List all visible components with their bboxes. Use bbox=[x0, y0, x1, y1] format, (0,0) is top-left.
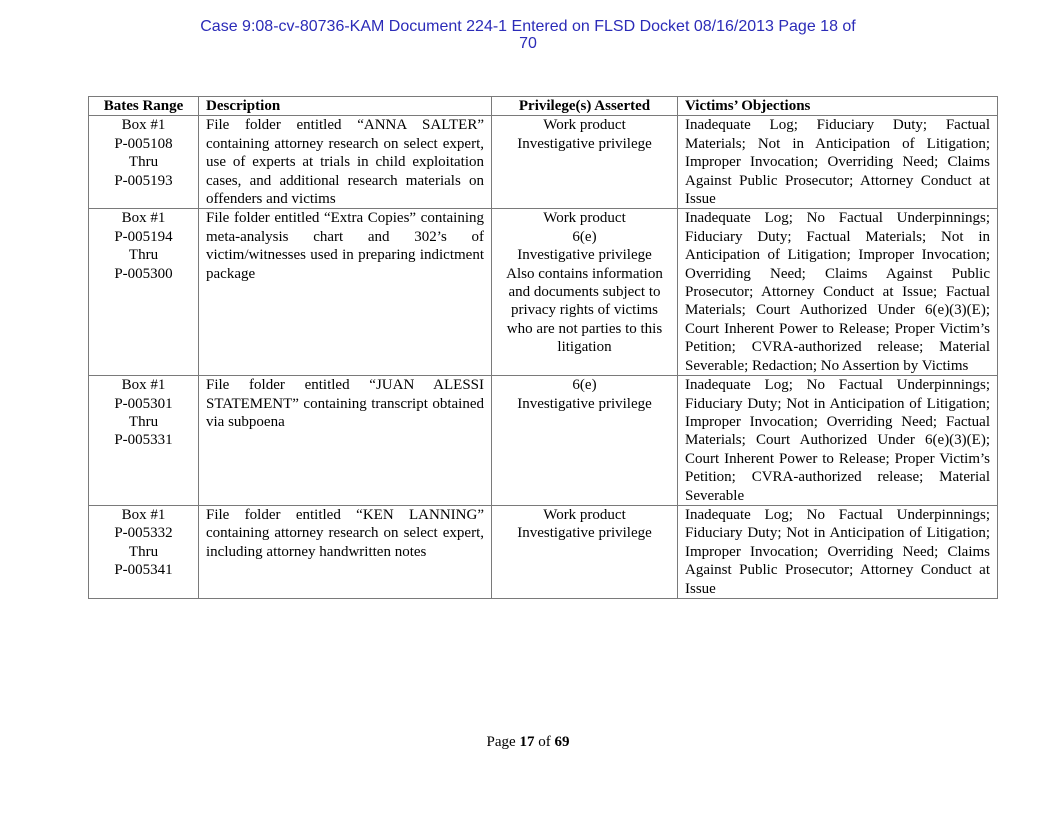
objections-cell: Inadequate Log; No Factual Underpinnings; Fiduciary Duty; Not in Anticipation of Litigation; Improper Invocation; Overriding Need; Claims Against Public Prosecutor; Attorney Conduct at Issue bbox=[678, 505, 998, 598]
column-header-victims-objections: Victims’ Objections bbox=[678, 97, 998, 116]
privilege-item: Investigative privilege bbox=[517, 395, 652, 412]
court-filing-header bbox=[150, 18, 906, 52]
table-row bbox=[89, 505, 998, 598]
bates-box: Box #1 bbox=[121, 506, 166, 523]
bates-box: Box #1 bbox=[121, 377, 166, 394]
bates-range-cell bbox=[89, 116, 199, 209]
table-row bbox=[89, 209, 998, 376]
column-header-description: Description bbox=[199, 97, 492, 116]
table-header-row bbox=[89, 97, 998, 116]
privileges-cell bbox=[492, 209, 678, 376]
bates-start: P-005301 bbox=[114, 395, 173, 412]
bates-start: P-005332 bbox=[114, 525, 173, 542]
bates-thru: Thru bbox=[128, 154, 159, 171]
bates-range-cell bbox=[89, 376, 199, 506]
privilege-item: Work product bbox=[543, 210, 626, 227]
privileges-cell bbox=[492, 376, 678, 506]
description-cell: File folder entitled “JUAN ALESSI STATEMENT” containing transcript obtained via subpoena bbox=[199, 376, 492, 506]
column-header-privileges: Privilege(s) Asserted bbox=[492, 97, 678, 116]
bates-range-cell bbox=[89, 209, 199, 376]
bates-box: Box #1 bbox=[121, 117, 166, 134]
privilege-item: Investigative privilege bbox=[517, 247, 652, 264]
bates-start: P-005108 bbox=[114, 135, 173, 152]
privilege-item: Work product bbox=[543, 506, 626, 523]
bates-thru: Thru bbox=[128, 247, 159, 264]
filing-stamp-line-2: 70 bbox=[519, 35, 537, 52]
description-cell: File folder entitled “ANNA SALTER” containing attorney research on select expert, use of experts at trials in child exploitation cases, and additional research materials on offenders and victims bbox=[199, 116, 492, 209]
objections-cell: Inadequate Log; No Factual Underpinnings; Fiduciary Duty; Not in Anticipation of Litigation; Improper Invocation; Overriding Need; Factual Materials; Court Authorized Under 6(e)(3)(E); Court Inherent Power to Release; Proper Victim’s Petition; CVRA-authorized release; Material Severable bbox=[678, 376, 998, 506]
page-of-label: of bbox=[538, 734, 551, 750]
privilege-item: Investigative privilege bbox=[517, 135, 652, 152]
bates-thru: Thru bbox=[128, 543, 159, 560]
privilege-item: 6(e) bbox=[572, 377, 597, 394]
page-label: Page bbox=[486, 734, 516, 750]
table-row bbox=[89, 116, 998, 209]
filing-stamp-line-1: Case 9:08-cv-80736-KAM Document 224-1 Entered on FLSD Docket 08/16/2013 Page 18 of bbox=[200, 18, 856, 35]
bates-end: P-005341 bbox=[114, 562, 173, 579]
privilege-note: Also contains information and documents subject to privacy rights of victims who are not parties to this litigation bbox=[506, 265, 663, 356]
privilege-item: Investigative privilege bbox=[517, 525, 652, 542]
current-page-number: 17 bbox=[519, 734, 535, 750]
total-page-count: 69 bbox=[554, 734, 570, 750]
table-row bbox=[89, 376, 998, 506]
privilege-item: Work product bbox=[543, 117, 626, 134]
bates-end: P-005300 bbox=[114, 265, 173, 282]
description-cell: File folder entitled “Extra Copies” containing meta-analysis chart and 302’s of victim/witnesses used in preparing indictment package bbox=[199, 209, 492, 376]
page-number-footer bbox=[0, 734, 1056, 751]
bates-start: P-005194 bbox=[114, 228, 173, 245]
objections-cell: Inadequate Log; Fiduciary Duty; Factual Materials; Not in Anticipation of Litigation; Improper Invocation; Overriding Need; Claims Against Public Prosecutor; Attorney Conduct at Issue bbox=[678, 116, 998, 209]
description-cell: File folder entitled “KEN LANNING” containing attorney research on select expert, including attorney handwritten notes bbox=[199, 505, 492, 598]
bates-end: P-005193 bbox=[114, 172, 173, 189]
privileges-cell bbox=[492, 116, 678, 209]
bates-box: Box #1 bbox=[121, 210, 166, 227]
bates-range-cell bbox=[89, 505, 199, 598]
column-header-bates-range: Bates Range bbox=[89, 97, 199, 116]
bates-end: P-005331 bbox=[114, 432, 173, 449]
objections-cell: Inadequate Log; No Factual Underpinnings; Fiduciary Duty; Factual Materials; Not in Anticipation of Litigation; Improper Invocation; Overriding Need; Claims Against Public Prosecutor; Attorney Conduct at Issue; Factual Materials; Court Authorized Under 6(e)(3)(E); Court Inherent Power to Release; Proper Victim’s Petition; CVRA-authorized release; Material Severable; Redaction; No Assertion by Victims bbox=[678, 209, 998, 376]
privilege-log-table bbox=[88, 96, 998, 599]
bates-thru: Thru bbox=[128, 413, 159, 430]
privileges-cell bbox=[492, 505, 678, 598]
privilege-item: 6(e) bbox=[572, 228, 597, 245]
